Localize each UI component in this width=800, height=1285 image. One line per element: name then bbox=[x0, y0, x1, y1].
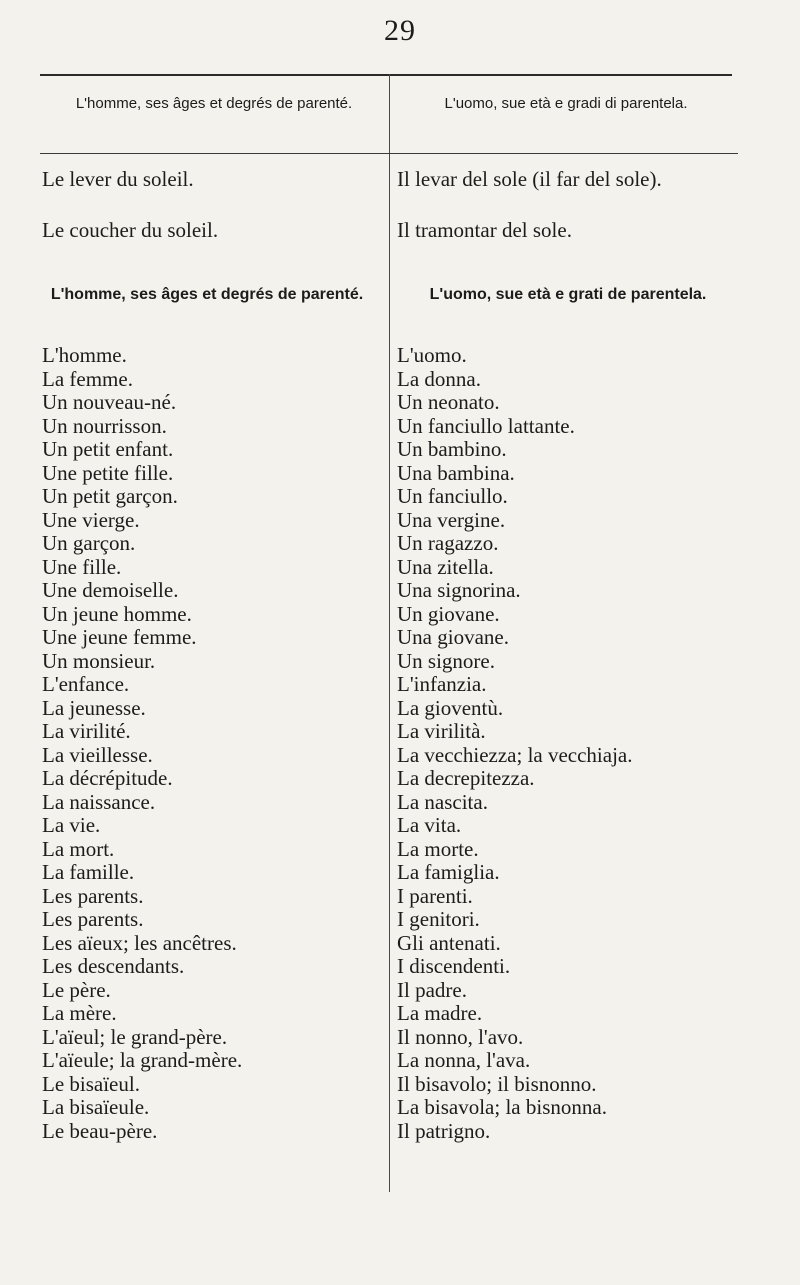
french-term: La vie. bbox=[42, 813, 101, 837]
french-term: Une petite fille. bbox=[42, 460, 174, 485]
italian-term: I parenti. bbox=[397, 883, 473, 908]
french-term: Les parents. bbox=[42, 907, 144, 931]
french-term: Une vierge. bbox=[42, 507, 140, 532]
italian-term: La bisavola; la bisnonna. bbox=[397, 1095, 607, 1119]
italian-term: La decrepitezza. bbox=[397, 766, 535, 790]
page-number: 29 bbox=[384, 14, 416, 47]
opening-left-1: Le lever du soleil. bbox=[42, 167, 194, 191]
italian-term: L'infanzia. bbox=[397, 672, 487, 696]
italian-term: Il bisavolo; il bisnonno. bbox=[397, 1071, 597, 1096]
column-divider bbox=[389, 74, 390, 1192]
italian-term: Una vergine. bbox=[397, 507, 506, 532]
italian-term: La nascita. bbox=[397, 789, 488, 814]
italian-term: Un bambino. bbox=[397, 437, 507, 461]
french-term: La jeunesse. bbox=[42, 695, 146, 720]
french-term: Le bisaïeul. bbox=[42, 1071, 140, 1096]
italian-term: Gli antenati. bbox=[397, 930, 501, 955]
italian-term: La madre. bbox=[397, 1001, 483, 1025]
italian-term: Una giovane. bbox=[397, 625, 509, 649]
french-term: Une demoiselle. bbox=[42, 578, 179, 602]
french-term: Un jeune homme. bbox=[42, 601, 192, 626]
italian-term: La virilità. bbox=[397, 719, 486, 743]
french-term: Les parents. bbox=[42, 883, 144, 908]
italian-term: Il patrigno. bbox=[397, 1118, 491, 1143]
french-term: Une fille. bbox=[42, 554, 122, 579]
french-term: La mère. bbox=[42, 1001, 117, 1025]
french-term: Les aïeux; les ancêtres. bbox=[42, 930, 237, 955]
italian-term: L'uomo. bbox=[397, 343, 467, 367]
opening-left-2: Le coucher du soleil. bbox=[42, 218, 219, 242]
french-term: Les descendants. bbox=[42, 954, 185, 978]
french-term: Un petit enfant. bbox=[42, 437, 174, 461]
italian-term: La gioventù. bbox=[397, 695, 504, 720]
italian-term: Il nonno, l'avo. bbox=[397, 1024, 524, 1049]
italian-term: La morte. bbox=[397, 836, 479, 861]
french-term: Une jeune femme. bbox=[42, 625, 197, 649]
italian-term: La donna. bbox=[397, 366, 481, 391]
section-heading-italian: L'uomo, sue età e grati de parentela. bbox=[429, 286, 707, 303]
french-term: Un garçon. bbox=[42, 531, 136, 555]
french-term: L'homme. bbox=[42, 343, 127, 367]
italian-term: Una zitella. bbox=[397, 554, 494, 579]
italian-term: La nonna, l'ava. bbox=[397, 1048, 531, 1072]
top-rule bbox=[40, 74, 732, 76]
french-term: La naissance. bbox=[42, 789, 156, 814]
italian-term: La vita. bbox=[397, 813, 462, 837]
french-term: Un monsieur. bbox=[42, 648, 156, 673]
french-term: La bisaïeule. bbox=[42, 1095, 150, 1119]
italian-term-list bbox=[397, 344, 633, 1143]
italian-term: La famiglia. bbox=[397, 860, 500, 884]
italian-term: Il padre. bbox=[397, 977, 467, 1002]
italian-term: Un giovane. bbox=[397, 601, 500, 626]
french-term: L'aïeul; le grand-père. bbox=[42, 1024, 228, 1049]
header-rule bbox=[40, 153, 738, 154]
french-term: La décrépitude. bbox=[42, 766, 173, 790]
french-term: Un petit garçon. bbox=[42, 484, 178, 508]
italian-term: Un fanciullo lattante. bbox=[397, 413, 575, 438]
french-term: L'enfance. bbox=[42, 672, 130, 696]
italian-term: La vecchiezza; la vecchiaja. bbox=[397, 742, 633, 767]
italian-term: I genitori. bbox=[397, 907, 480, 931]
italian-term: Un signore. bbox=[397, 648, 495, 673]
french-term: La femme. bbox=[42, 366, 133, 391]
italian-term: Una signorina. bbox=[397, 578, 521, 602]
french-term: L'aïeule; la grand-mère. bbox=[42, 1048, 243, 1072]
french-term: La virilité. bbox=[42, 719, 131, 743]
italian-term: Un fanciullo. bbox=[397, 484, 508, 508]
french-term-list bbox=[42, 344, 242, 1143]
italian-term: Un neonato. bbox=[397, 390, 500, 414]
header-italian: L'uomo, sue età e gradi di parentela. bbox=[444, 95, 688, 112]
french-term: Le père. bbox=[42, 977, 111, 1002]
italian-term: I discendenti. bbox=[397, 954, 511, 978]
french-term: Un nouveau-né. bbox=[42, 390, 177, 414]
french-term: La mort. bbox=[42, 836, 115, 861]
french-term: Le beau-père. bbox=[42, 1118, 158, 1143]
opening-right-2: Il tramontar del sole. bbox=[397, 218, 572, 242]
french-term: Un nourrisson. bbox=[42, 413, 167, 438]
italian-term: Un ragazzo. bbox=[397, 531, 499, 555]
french-term: La famille. bbox=[42, 860, 135, 884]
opening-right-1: Il levar del sole (il far del sole). bbox=[397, 167, 662, 191]
section-heading-french: L'homme, ses âges et degrés de parenté. bbox=[50, 286, 364, 303]
french-term: La vieillesse. bbox=[42, 742, 153, 767]
italian-term: Una bambina. bbox=[397, 460, 515, 485]
header-french: L'homme, ses âges et degrés de parenté. bbox=[75, 95, 353, 112]
